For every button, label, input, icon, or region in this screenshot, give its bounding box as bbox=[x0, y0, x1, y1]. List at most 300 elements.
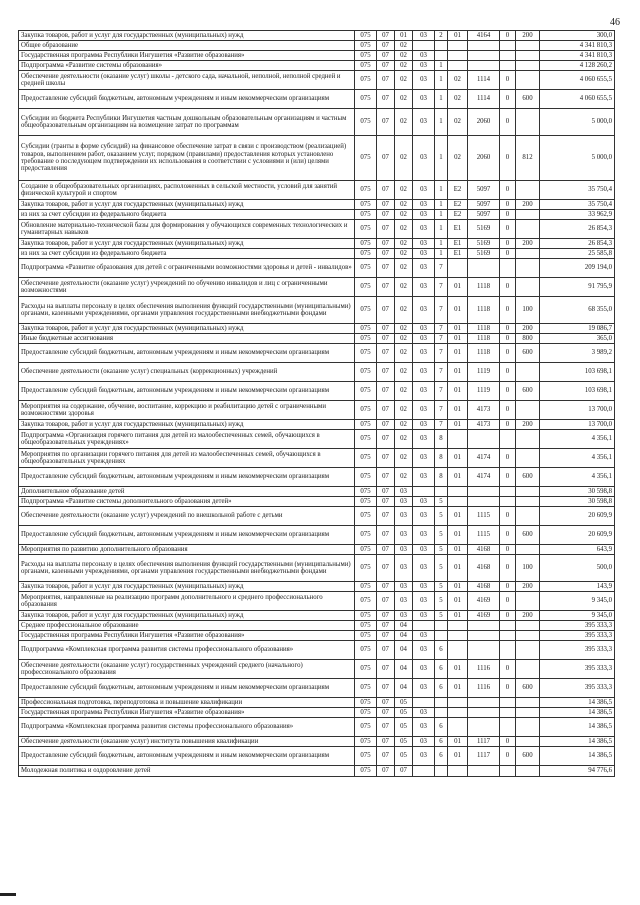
row-subprogram: 1 bbox=[435, 249, 448, 259]
row-direction bbox=[448, 766, 468, 777]
row-vr: 600 bbox=[516, 468, 540, 487]
row-section: 07 bbox=[377, 611, 395, 621]
table-row bbox=[19, 181, 615, 200]
table-row bbox=[19, 545, 615, 555]
table-row bbox=[19, 363, 615, 382]
row-ved: 075 bbox=[355, 582, 377, 592]
row-name: Мероприятия по организации горячего питания для детей из малообеспеченных семей, обучающихся в общеобразовательных учреждениях bbox=[19, 449, 355, 468]
row-ved: 075 bbox=[355, 363, 377, 382]
row-ved: 075 bbox=[355, 526, 377, 545]
row-name: Расходы на выплаты персоналу в целях обеспечения выполнения функций государственными (муниципальными) органами, казенными учреждениями, органами управления государственными внебюджетными фондами bbox=[19, 297, 355, 324]
row-section: 07 bbox=[377, 297, 395, 324]
row-vr bbox=[516, 487, 540, 497]
row-subprogram: 7 bbox=[435, 297, 448, 324]
row-grp: 0 bbox=[500, 507, 516, 526]
row-subprogram: 8 bbox=[435, 430, 448, 449]
row-subsection: 03 bbox=[395, 545, 413, 555]
row-grp: 0 bbox=[500, 334, 516, 344]
row-vr: 200 bbox=[516, 31, 540, 41]
table-row bbox=[19, 621, 615, 631]
row-expense-code bbox=[468, 41, 500, 51]
row-ved: 075 bbox=[355, 401, 377, 420]
row-program: 03 bbox=[413, 641, 435, 660]
row-subprogram: 1 bbox=[435, 109, 448, 136]
row-subprogram: 5 bbox=[435, 592, 448, 611]
row-program: 03 bbox=[413, 71, 435, 90]
row-expense-code bbox=[468, 718, 500, 737]
row-grp bbox=[500, 708, 516, 718]
row-subprogram: 7 bbox=[435, 382, 448, 401]
row-ved: 075 bbox=[355, 487, 377, 497]
row-subsection: 02 bbox=[395, 210, 413, 220]
row-expense-code: 1119 bbox=[468, 363, 500, 382]
row-subsection: 02 bbox=[395, 61, 413, 71]
row-grp bbox=[500, 497, 516, 507]
row-subprogram: 5 bbox=[435, 582, 448, 592]
row-expense-code: 1118 bbox=[468, 297, 500, 324]
row-subprogram: 1 bbox=[435, 71, 448, 90]
row-grp: 0 bbox=[500, 555, 516, 582]
row-direction: 01 bbox=[448, 468, 468, 487]
row-amount: 13 700,0 bbox=[540, 401, 615, 420]
row-ved: 075 bbox=[355, 430, 377, 449]
row-vr bbox=[516, 41, 540, 51]
row-section: 07 bbox=[377, 51, 395, 61]
row-grp: 0 bbox=[500, 324, 516, 334]
row-program: 03 bbox=[413, 136, 435, 181]
row-vr bbox=[516, 363, 540, 382]
row-direction: 01 bbox=[448, 334, 468, 344]
row-section: 07 bbox=[377, 401, 395, 420]
row-subprogram: 7 bbox=[435, 334, 448, 344]
row-direction: E1 bbox=[448, 220, 468, 239]
row-ved: 075 bbox=[355, 249, 377, 259]
row-grp: 0 bbox=[500, 181, 516, 200]
row-grp bbox=[500, 259, 516, 278]
row-amount: 143,9 bbox=[540, 582, 615, 592]
row-subsection: 02 bbox=[395, 334, 413, 344]
row-program: 03 bbox=[413, 497, 435, 507]
row-amount: 14 386,5 bbox=[540, 747, 615, 766]
row-ved: 075 bbox=[355, 109, 377, 136]
row-direction: 01 bbox=[448, 344, 468, 363]
row-direction: 01 bbox=[448, 592, 468, 611]
row-section: 07 bbox=[377, 249, 395, 259]
row-name: Предоставление субсидий бюджетным, автономным учреждениям и иным некоммерческим организациям bbox=[19, 382, 355, 401]
row-section: 07 bbox=[377, 200, 395, 210]
row-vr bbox=[516, 61, 540, 71]
row-section: 07 bbox=[377, 737, 395, 747]
row-vr bbox=[516, 766, 540, 777]
row-name: из них за счет субсидии из федерального бюджета bbox=[19, 210, 355, 220]
row-program: 03 bbox=[413, 526, 435, 545]
row-grp: 0 bbox=[500, 449, 516, 468]
row-subsection: 02 bbox=[395, 363, 413, 382]
row-expense-code: 4173 bbox=[468, 420, 500, 430]
row-subprogram bbox=[435, 766, 448, 777]
row-amount: 209 194,0 bbox=[540, 259, 615, 278]
row-vr: 812 bbox=[516, 136, 540, 181]
row-vr bbox=[516, 621, 540, 631]
row-amount: 4 356,1 bbox=[540, 468, 615, 487]
row-program: 03 bbox=[413, 297, 435, 324]
row-name: Обеспечение деятельности (оказание услуг) учреждений по обучению инвалидов и лиц с ограниченными возможностями bbox=[19, 278, 355, 297]
row-amount: 5 000,0 bbox=[540, 109, 615, 136]
row-subprogram bbox=[435, 698, 448, 708]
table-row bbox=[19, 487, 615, 497]
row-ved: 075 bbox=[355, 210, 377, 220]
row-ved: 075 bbox=[355, 468, 377, 487]
row-name: Закупка товаров, работ и услуг для государственных (муниципальных) нужд bbox=[19, 239, 355, 249]
row-vr: 200 bbox=[516, 239, 540, 249]
row-vr bbox=[516, 708, 540, 718]
row-subprogram: 1 bbox=[435, 181, 448, 200]
table-row bbox=[19, 31, 615, 41]
row-ved: 075 bbox=[355, 51, 377, 61]
row-section: 07 bbox=[377, 210, 395, 220]
table-row bbox=[19, 324, 615, 334]
row-expense-code: 5097 bbox=[468, 200, 500, 210]
row-program bbox=[413, 698, 435, 708]
row-name: Расходы на выплаты персоналу в целях обеспечения выполнения функций государственными (муниципальными) органами, казенными учреждениями, органами управления государственными внебюджетными фондами bbox=[19, 555, 355, 582]
row-name: Среднее профессиональное образование bbox=[19, 621, 355, 631]
row-expense-code: 5169 bbox=[468, 249, 500, 259]
row-program: 03 bbox=[413, 210, 435, 220]
row-vr bbox=[516, 181, 540, 200]
table-row bbox=[19, 698, 615, 708]
row-subprogram: 1 bbox=[435, 61, 448, 71]
row-program: 03 bbox=[413, 631, 435, 641]
row-ved: 075 bbox=[355, 611, 377, 621]
row-section: 07 bbox=[377, 278, 395, 297]
row-subprogram: 7 bbox=[435, 344, 448, 363]
row-grp bbox=[500, 718, 516, 737]
row-grp: 0 bbox=[500, 220, 516, 239]
row-grp bbox=[500, 631, 516, 641]
row-subsection: 02 bbox=[395, 420, 413, 430]
row-program: 03 bbox=[413, 449, 435, 468]
row-direction: 02 bbox=[448, 136, 468, 181]
row-vr: 600 bbox=[516, 747, 540, 766]
row-subsection: 02 bbox=[395, 468, 413, 487]
row-direction: 01 bbox=[448, 297, 468, 324]
row-subsection: 02 bbox=[395, 324, 413, 334]
row-program: 03 bbox=[413, 708, 435, 718]
row-amount: 5 000,0 bbox=[540, 136, 615, 181]
row-subprogram bbox=[435, 51, 448, 61]
table-row bbox=[19, 278, 615, 297]
row-name: Общее образование bbox=[19, 41, 355, 51]
table-row bbox=[19, 497, 615, 507]
row-vr bbox=[516, 631, 540, 641]
row-subsection: 02 bbox=[395, 200, 413, 210]
row-vr: 800 bbox=[516, 334, 540, 344]
row-expense-code: 1114 bbox=[468, 71, 500, 90]
row-expense-code: 2060 bbox=[468, 109, 500, 136]
row-subsection: 03 bbox=[395, 582, 413, 592]
row-ved: 075 bbox=[355, 449, 377, 468]
row-program: 03 bbox=[413, 249, 435, 259]
row-subprogram: 7 bbox=[435, 259, 448, 278]
row-subprogram: 5 bbox=[435, 507, 448, 526]
row-ved: 075 bbox=[355, 41, 377, 51]
row-grp: 0 bbox=[500, 136, 516, 181]
row-direction: 01 bbox=[448, 555, 468, 582]
row-subsection: 02 bbox=[395, 382, 413, 401]
row-ved: 075 bbox=[355, 181, 377, 200]
row-ved: 075 bbox=[355, 631, 377, 641]
row-section: 07 bbox=[377, 766, 395, 777]
row-direction: 01 bbox=[448, 660, 468, 679]
row-program: 03 bbox=[413, 324, 435, 334]
row-amount: 30 598,8 bbox=[540, 487, 615, 497]
row-ved: 075 bbox=[355, 382, 377, 401]
row-program: 03 bbox=[413, 363, 435, 382]
table-row bbox=[19, 334, 615, 344]
row-name: Подпрограмма «Развитие системы образования» bbox=[19, 61, 355, 71]
row-section: 07 bbox=[377, 555, 395, 582]
row-amount: 9 345,0 bbox=[540, 592, 615, 611]
row-direction: 01 bbox=[448, 679, 468, 698]
row-expense-code bbox=[468, 430, 500, 449]
row-direction: 01 bbox=[448, 31, 468, 41]
row-expense-code: 4169 bbox=[468, 611, 500, 621]
row-direction bbox=[448, 487, 468, 497]
row-program: 03 bbox=[413, 420, 435, 430]
row-section: 07 bbox=[377, 344, 395, 363]
row-program: 03 bbox=[413, 61, 435, 71]
row-expense-code bbox=[468, 708, 500, 718]
row-name: Мероприятия на содержание, обучение, воспитание, коррекцию и реабилитацию детей с ограниченными возможностями здоровья bbox=[19, 401, 355, 420]
row-expense-code: 5169 bbox=[468, 239, 500, 249]
row-grp bbox=[500, 641, 516, 660]
table-row bbox=[19, 611, 615, 621]
row-subsection: 02 bbox=[395, 51, 413, 61]
row-vr: 600 bbox=[516, 90, 540, 109]
row-name: Создание в общеобразовательных организациях, расположенных в сельской местности, условий для занятий физической культурой и спортом bbox=[19, 181, 355, 200]
row-amount: 395 333,3 bbox=[540, 679, 615, 698]
table-row bbox=[19, 51, 615, 61]
table-row bbox=[19, 109, 615, 136]
row-subprogram: 7 bbox=[435, 324, 448, 334]
row-subsection: 04 bbox=[395, 641, 413, 660]
row-grp: 0 bbox=[500, 382, 516, 401]
row-vr bbox=[516, 718, 540, 737]
row-grp: 0 bbox=[500, 363, 516, 382]
row-expense-code: 1115 bbox=[468, 507, 500, 526]
row-grp: 0 bbox=[500, 71, 516, 90]
row-direction bbox=[448, 631, 468, 641]
row-ved: 075 bbox=[355, 220, 377, 239]
table-row bbox=[19, 592, 615, 611]
row-subprogram: 7 bbox=[435, 420, 448, 430]
row-subsection: 03 bbox=[395, 592, 413, 611]
row-grp bbox=[500, 487, 516, 497]
row-direction: 01 bbox=[448, 278, 468, 297]
budget-table bbox=[18, 30, 615, 777]
row-expense-code bbox=[468, 631, 500, 641]
row-subsection: 03 bbox=[395, 487, 413, 497]
row-section: 07 bbox=[377, 259, 395, 278]
row-vr bbox=[516, 592, 540, 611]
row-expense-code: 1114 bbox=[468, 90, 500, 109]
table-row bbox=[19, 582, 615, 592]
row-amount: 9 345,0 bbox=[540, 611, 615, 621]
row-subprogram: 5 bbox=[435, 545, 448, 555]
row-subsection: 03 bbox=[395, 497, 413, 507]
table-row bbox=[19, 430, 615, 449]
row-section: 07 bbox=[377, 363, 395, 382]
row-section: 07 bbox=[377, 641, 395, 660]
row-grp bbox=[500, 430, 516, 449]
row-program: 03 bbox=[413, 468, 435, 487]
row-ved: 075 bbox=[355, 679, 377, 698]
row-ved: 075 bbox=[355, 259, 377, 278]
row-expense-code: 4169 bbox=[468, 592, 500, 611]
row-grp: 0 bbox=[500, 420, 516, 430]
row-section: 07 bbox=[377, 61, 395, 71]
row-grp: 0 bbox=[500, 582, 516, 592]
row-vr bbox=[516, 660, 540, 679]
row-grp: 0 bbox=[500, 526, 516, 545]
row-direction: 01 bbox=[448, 545, 468, 555]
row-program: 03 bbox=[413, 592, 435, 611]
row-name: Обеспечение деятельности (оказание услуг) института повышения квалификации bbox=[19, 737, 355, 747]
row-amount: 14 386,5 bbox=[540, 708, 615, 718]
row-section: 07 bbox=[377, 468, 395, 487]
row-amount: 365,0 bbox=[540, 334, 615, 344]
row-section: 07 bbox=[377, 698, 395, 708]
row-direction: 01 bbox=[448, 582, 468, 592]
row-direction: 01 bbox=[448, 747, 468, 766]
row-vr bbox=[516, 71, 540, 90]
row-program: 03 bbox=[413, 259, 435, 278]
row-subsection: 02 bbox=[395, 181, 413, 200]
row-direction bbox=[448, 708, 468, 718]
row-direction bbox=[448, 259, 468, 278]
row-ved: 075 bbox=[355, 239, 377, 249]
row-expense-code: 5097 bbox=[468, 181, 500, 200]
row-program: 03 bbox=[413, 334, 435, 344]
row-name: Предоставление субсидий бюджетным, автономным учреждениям и иным некоммерческим организациям bbox=[19, 679, 355, 698]
row-vr: 200 bbox=[516, 611, 540, 621]
row-vr bbox=[516, 507, 540, 526]
row-subprogram bbox=[435, 631, 448, 641]
row-expense-code: 1116 bbox=[468, 660, 500, 679]
row-name: Подпрограмма «Организация горячего питания для детей из малообеспеченных семей, обучающихся в общеобразовательных учреждениях» bbox=[19, 430, 355, 449]
row-subprogram: 5 bbox=[435, 526, 448, 545]
row-subsection: 05 bbox=[395, 708, 413, 718]
row-amount: 35 750,4 bbox=[540, 181, 615, 200]
row-subprogram: 1 bbox=[435, 220, 448, 239]
row-ved: 075 bbox=[355, 297, 377, 324]
row-vr bbox=[516, 698, 540, 708]
row-vr: 600 bbox=[516, 382, 540, 401]
row-vr bbox=[516, 449, 540, 468]
row-direction: 02 bbox=[448, 109, 468, 136]
row-grp: 0 bbox=[500, 210, 516, 220]
row-section: 07 bbox=[377, 220, 395, 239]
row-grp: 0 bbox=[500, 344, 516, 363]
row-ved: 075 bbox=[355, 324, 377, 334]
row-program: 03 bbox=[413, 344, 435, 363]
row-grp bbox=[500, 61, 516, 71]
row-subprogram: 1 bbox=[435, 136, 448, 181]
row-section: 07 bbox=[377, 334, 395, 344]
row-ved: 075 bbox=[355, 621, 377, 631]
row-grp bbox=[500, 621, 516, 631]
row-program: 03 bbox=[413, 430, 435, 449]
row-subprogram: 6 bbox=[435, 679, 448, 698]
row-section: 07 bbox=[377, 487, 395, 497]
row-name: Мероприятия, направленные на реализацию программ дополнительного и среднего профессионального образования bbox=[19, 592, 355, 611]
table-row bbox=[19, 71, 615, 90]
row-subprogram: 5 bbox=[435, 497, 448, 507]
page-number: 46 bbox=[610, 17, 620, 28]
table-row bbox=[19, 259, 615, 278]
row-section: 07 bbox=[377, 41, 395, 51]
table-row bbox=[19, 555, 615, 582]
row-grp: 0 bbox=[500, 401, 516, 420]
table-row bbox=[19, 708, 615, 718]
row-grp: 0 bbox=[500, 592, 516, 611]
row-ved: 075 bbox=[355, 708, 377, 718]
row-subsection: 02 bbox=[395, 297, 413, 324]
row-amount: 91 795,9 bbox=[540, 278, 615, 297]
row-section: 07 bbox=[377, 582, 395, 592]
row-expense-code bbox=[468, 497, 500, 507]
row-direction: E2 bbox=[448, 200, 468, 210]
row-expense-code bbox=[468, 61, 500, 71]
row-subsection: 01 bbox=[395, 31, 413, 41]
table-row bbox=[19, 297, 615, 324]
row-name: Предоставление субсидий бюджетным, автономным учреждениям и иным некоммерческим организациям bbox=[19, 526, 355, 545]
row-section: 07 bbox=[377, 449, 395, 468]
row-expense-code: 4168 bbox=[468, 545, 500, 555]
row-vr bbox=[516, 737, 540, 747]
row-vr bbox=[516, 210, 540, 220]
row-expense-code bbox=[468, 259, 500, 278]
row-grp bbox=[500, 51, 516, 61]
row-section: 07 bbox=[377, 592, 395, 611]
table-row bbox=[19, 382, 615, 401]
row-name: Подпрограмма «Развитие системы дополнительного образования детей» bbox=[19, 497, 355, 507]
row-name: Предоставление субсидий бюджетным, автономным учреждениям и иным некоммерческим организациям bbox=[19, 747, 355, 766]
row-expense-code: 1117 bbox=[468, 747, 500, 766]
row-name: Закупка товаров, работ и услуг для государственных (муниципальных) нужд bbox=[19, 31, 355, 41]
row-direction: E1 bbox=[448, 249, 468, 259]
row-name: Закупка товаров, работ и услуг для государственных (муниципальных) нужд bbox=[19, 200, 355, 210]
table-row bbox=[19, 420, 615, 430]
row-program: 03 bbox=[413, 747, 435, 766]
row-direction bbox=[448, 641, 468, 660]
row-subsection: 04 bbox=[395, 621, 413, 631]
row-expense-code bbox=[468, 487, 500, 497]
table-row bbox=[19, 747, 615, 766]
row-grp: 0 bbox=[500, 747, 516, 766]
table-row bbox=[19, 210, 615, 220]
row-subsection: 02 bbox=[395, 278, 413, 297]
row-ved: 075 bbox=[355, 497, 377, 507]
row-name: Предоставление субсидий бюджетным, автономным учреждениям и иным некоммерческим организациям bbox=[19, 468, 355, 487]
row-subsection: 05 bbox=[395, 718, 413, 737]
row-ved: 075 bbox=[355, 507, 377, 526]
row-amount: 103 698,1 bbox=[540, 363, 615, 382]
table-row bbox=[19, 200, 615, 210]
row-program bbox=[413, 41, 435, 51]
row-amount: 94 776,6 bbox=[540, 766, 615, 777]
row-program: 03 bbox=[413, 278, 435, 297]
